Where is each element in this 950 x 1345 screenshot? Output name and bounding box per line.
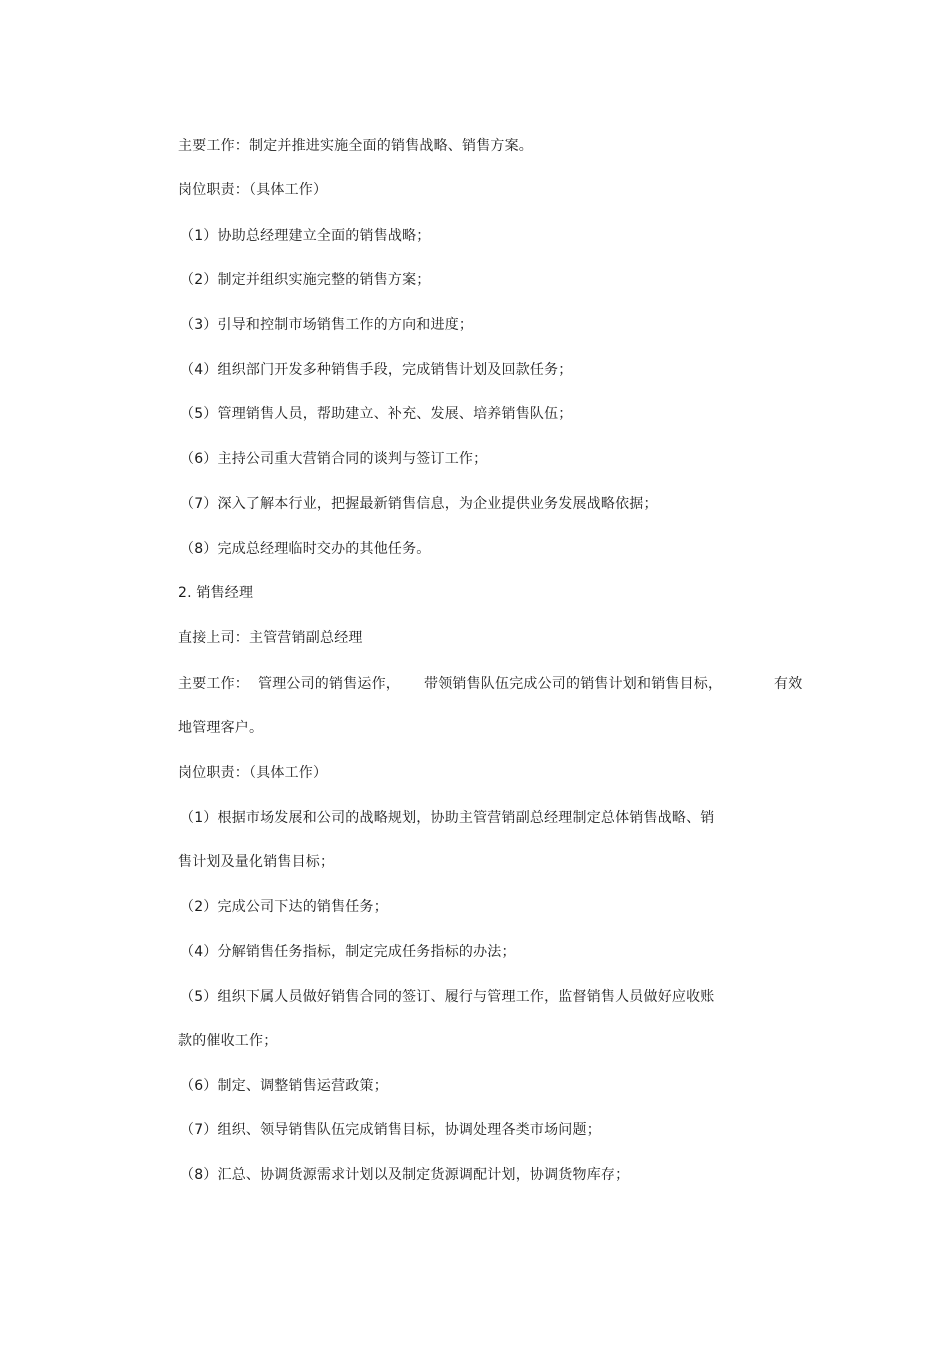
duty-item: （7）组织、领导销售队伍完成销售目标，协调处理各类市场问题； bbox=[180, 1122, 601, 1138]
duty-item: （6）主持公司重大营销合同的谈判与签订工作； bbox=[180, 451, 488, 467]
duty-item: （3）引导和控制市场销售工作的方向和进度； bbox=[180, 317, 474, 333]
duty-item: （1）根据市场发展和公司的战略规划，协助主管营销副总经理制定总体销售战略、销 bbox=[180, 810, 715, 826]
main-work-continuation: 地管理客户。 bbox=[178, 720, 264, 736]
main-work-segment: 带领销售队伍完成公司的销售计划和销售目标， bbox=[424, 676, 723, 692]
duty-item: （4）组织部门开发多种销售手段，完成销售计划及回款任务； bbox=[180, 362, 573, 378]
duty-item: （8）完成总经理临时交办的其他任务。 bbox=[180, 541, 431, 557]
duties-heading: 岗位职责：（具体工作） bbox=[178, 765, 328, 781]
duty-item: （5）管理销售人员，帮助建立、补充、发展、培养销售队伍； bbox=[180, 406, 573, 422]
duty-item: （1）协助总经理建立全面的销售战略； bbox=[180, 228, 431, 244]
main-work-text: 主要工作：制定并推进实施全面的销售战略、销售方案。 bbox=[178, 138, 533, 154]
main-work-segment: 有效 bbox=[774, 676, 803, 692]
duty-item: （2）制定并组织实施完整的销售方案； bbox=[180, 272, 431, 288]
duty-item: （6）制定、调整销售运营政策； bbox=[180, 1078, 388, 1094]
main-work-label: 主要工作： bbox=[178, 676, 249, 692]
duties-heading: 岗位职责：（具体工作） bbox=[178, 182, 328, 198]
section-title: 2. 销售经理 bbox=[178, 585, 254, 601]
duty-item: （4）分解销售任务指标，制定完成任务指标的办法； bbox=[180, 944, 516, 960]
duty-item: （5）组织下属人员做好销售合同的签订、履行与管理工作，监督销售人员做好应收账 bbox=[180, 989, 715, 1005]
duty-item: （7）深入了解本行业，把握最新销售信息，为企业提供业务发展战略依据； bbox=[180, 496, 658, 512]
duty-item: （2）完成公司下达的销售任务； bbox=[180, 899, 388, 915]
duty-item-continuation: 款的催收工作； bbox=[178, 1033, 278, 1049]
duty-item: （8）汇总、协调货源需求计划以及制定货源调配计划，协调货物库存； bbox=[180, 1167, 630, 1183]
supervisor-text: 直接上司：主管营销副总经理 bbox=[178, 630, 363, 646]
duty-item-continuation: 售计划及量化销售目标； bbox=[178, 854, 335, 870]
main-work-segment: 管理公司的销售运作， bbox=[258, 676, 400, 692]
